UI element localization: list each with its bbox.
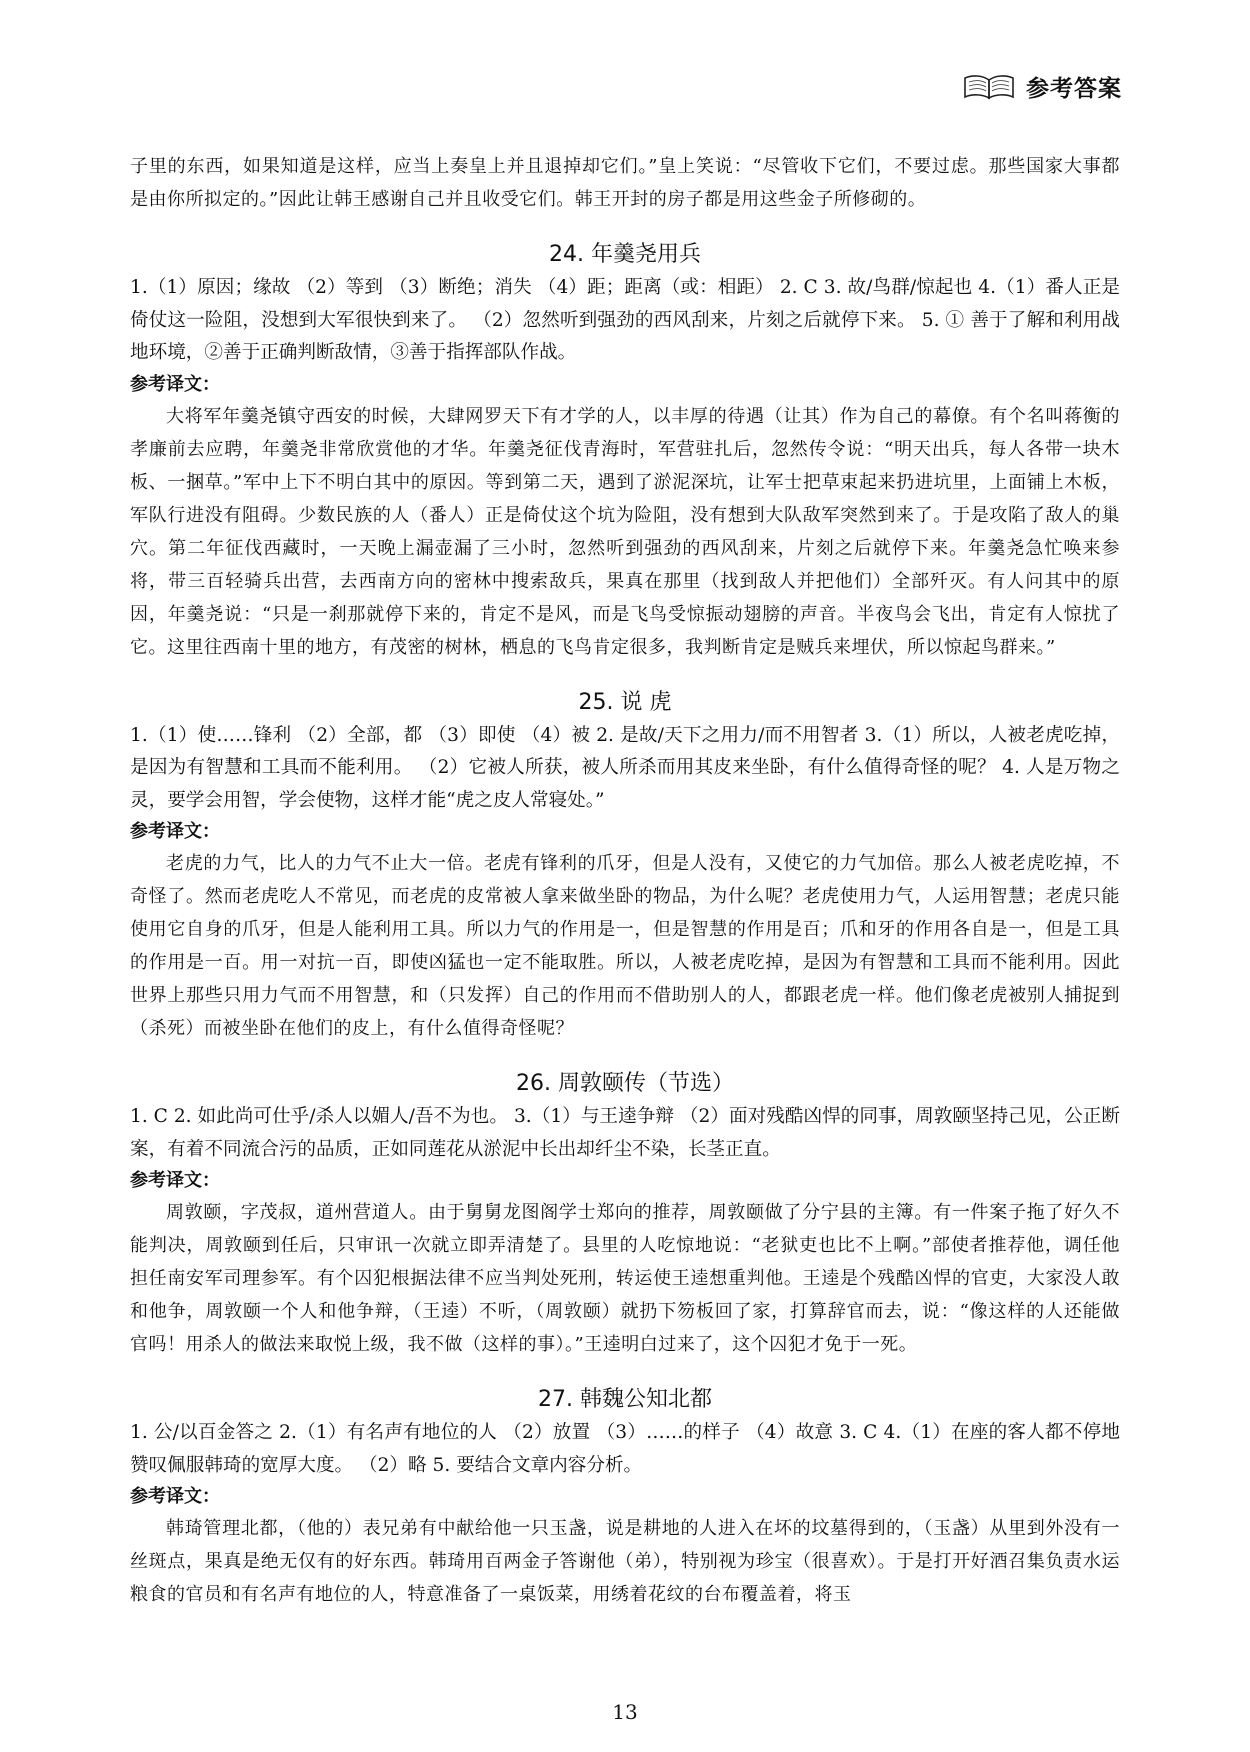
page-header [962,70,1122,103]
page-number: 13 [612,1700,638,1724]
reference-translation-label: 参考译文： [130,1170,220,1191]
section-answers: 1.（1）原因；缘故 （2）等到 （3）断绝；消失 （4）距；距离（或：相距） 2. C 3. 故/鸟群/惊起也 4.（1）番人正是倚仗这一险阻，没想到大军很快到来了。 （2）忽然听到强劲的西风刮来，片刻之后就停下来。 5. ① 善于了解和利用战地环境，②善于正确判断敌情，③善于指挥部队作战。 [130,277,1120,363]
section-translation: 大将军年羹尧镇守西安的时候，大肆网罗天下有才学的人，以丰厚的待遇（让其）作为自己的幕僚。有个名叫蒋衡的孝廉前去应聘，年羹尧非常欣赏他的才华。年羹尧征伐青海时，军营驻扎后，忽然传令说：“明天出兵，每人各带一块木板、一捆草。”军中上下不明白其中的原因。等到第二天，遇到了淤泥深坑，让军士把草束起来扔进坑里，上面铺上木板，军队行进没有阻碍。少数民族的人（番人）正是倚仗这个坑为险阻，没有想到大队敌军突然到来了。于是攻陷了敌人的巢穴。第二年征伐西藏时，一天晚上漏壶漏了三小时，忽然听到强劲的西风刮来，片刻之后就停下来。年羹尧急忙唤来参将，带三百轻骑兵出营，去西南方向的密林中搜索敌兵，果真在那里（找到敌人并把他们）全部歼灭。有人问其中的原因，年羹尧说：“只是一刹那就停下来的，肯定不是风，而是飞鸟受惊振动翅膀的声音。半夜鸟会飞出，肯定有人惊扰了它。这里往西南十里的地方，有茂密的树林，栖息的飞鸟肯定很多，我判断肯定是贼兵来埋伏，所以惊起鸟群来。” [130,405,1120,658]
section-answers: 1. 公/以百金答之 2.（1）有名声有地位的人 （2）放置 （3）……的样子 （4）故意 3. C 4.（1）在座的客人都不停地赞叹佩服韩琦的宽厚大度。 （2）略 5. 要结合文章内容分析。 [130,1422,1120,1476]
section-title: 25. 说 虎 [578,689,672,715]
section-translation: 周敦颐，字茂叔，道州营道人。由于舅舅龙图阁学士郑向的推荐，周敦颐做了分宁县的主簿。有一件案子拖了好久不能判决，周敦颐到任后，只审讯一次就立即弄清楚了。县里的人吃惊地说：“老狱吏也比不上啊。”部使者推荐他，调任他担任南安军司理参军。有个囚犯根据法律不应当判处死刑，转运使王逵想重判他。王逵是个残酷凶悍的官吏，大家没人敢和他争，周敦颐一个人和他争辩，（王逵）不听，（周敦颐）就扔下笏板回了家，打算辞官而去，说：“像这样的人还能做官吗！用杀人的做法来取悦上级，我不做（这样的事）。”王逵明白过来了，这个囚犯才免于一死。 [130,1202,1120,1355]
section-translation: 韩琦管理北都，（他的）表兄弟有中献给他一只玉盏，说是耕地的人进入在坏的坟墓得到的，（玉盏）从里到外没有一丝斑点，果真是绝无仅有的好东西。韩琦用百两金子答谢他（弟），特别视为珍宝（很喜欢）。于是打开好酒召集负责水运粮食的官员和有名声有地位的人，特意准备了一桌饭菜，用绣着花纹的台布覆盖着，将玉 [130,1518,1120,1605]
section-title: 24. 年羹尧用兵 [549,242,701,267]
page-content [130,150,1120,1611]
open-book-icon [962,74,1016,100]
header-title: 参考答案 [1026,76,1122,102]
reference-translation-label: 参考译文： [130,373,220,395]
reference-translation-label: 参考译文： [130,1486,220,1507]
section-title: 26. 周敦颐传（节选） [516,1071,734,1096]
intro-translation-tail: 子里的东西，如果知道是这样，应当上奏皇上并且退掉却它们。”皇上笑说：“尽管收下它们，不要过虑。那些国家大事都是由你所拟定的。”因此让韩王感谢自己并且收受它们。韩王开封的房子都是用这些金子所修砌的。 [130,156,1120,210]
section-title: 27. 韩魏公知北都 [538,1387,712,1412]
section-answers: 1. C 2. 如此尚可仕乎/杀人以媚人/吾不为也。 3.（1）与王逵争辩 （2）面对残酷凶悍的同事，周敦颐坚持己见，公正断案，有着不同流合污的品质，正如同莲花从淤泥中长出却纤尘不染，长茎正直。 [130,1106,1120,1160]
section-answers: 1.（1）使……锋利 （2）全部，都 （3）即使 （4）被 2. 是故/天下之用力/而不用智者 3.（1）所以，人被老虎吃掉，是因为有智慧和工具而不能利用。 （2）它被人所获，被人所杀而用其皮来坐卧，有什么值得奇怪的呢？ 4. 人是万物之灵，要学会用智，学会使物，这样才能“虎之皮人常寝处。” [130,724,1120,811]
reference-translation-label: 参考译文： [130,821,220,842]
section-translation: 老虎的力气，比人的力气不止大一倍。老虎有锋利的爪牙，但是人没有，又使它的力气加倍。那么人被老虎吃掉，不奇怪了。然而老虎吃人不常见，而老虎的皮常被人拿来做坐卧的物品，为什么呢？老虎使用力气，人运用智慧；老虎只能使用它自身的爪牙，但是人能利用工具。所以力气的作用是一，但是智慧的作用是百；爪和牙的作用各自是一，但是工具的作用是一百。用一对抗一百，即使凶猛也一定不能取胜。所以，人被老虎吃掉，是因为有智慧和工具而不能利用。因此世界上那些只用力气而不用智慧，和（只发挥）自己的作用而不借助别人的人，都跟老虎一样。他们像老虎被别人捕捉到（杀死）而被坐卧在他们的皮上，有什么值得奇怪呢？ [130,853,1120,1039]
